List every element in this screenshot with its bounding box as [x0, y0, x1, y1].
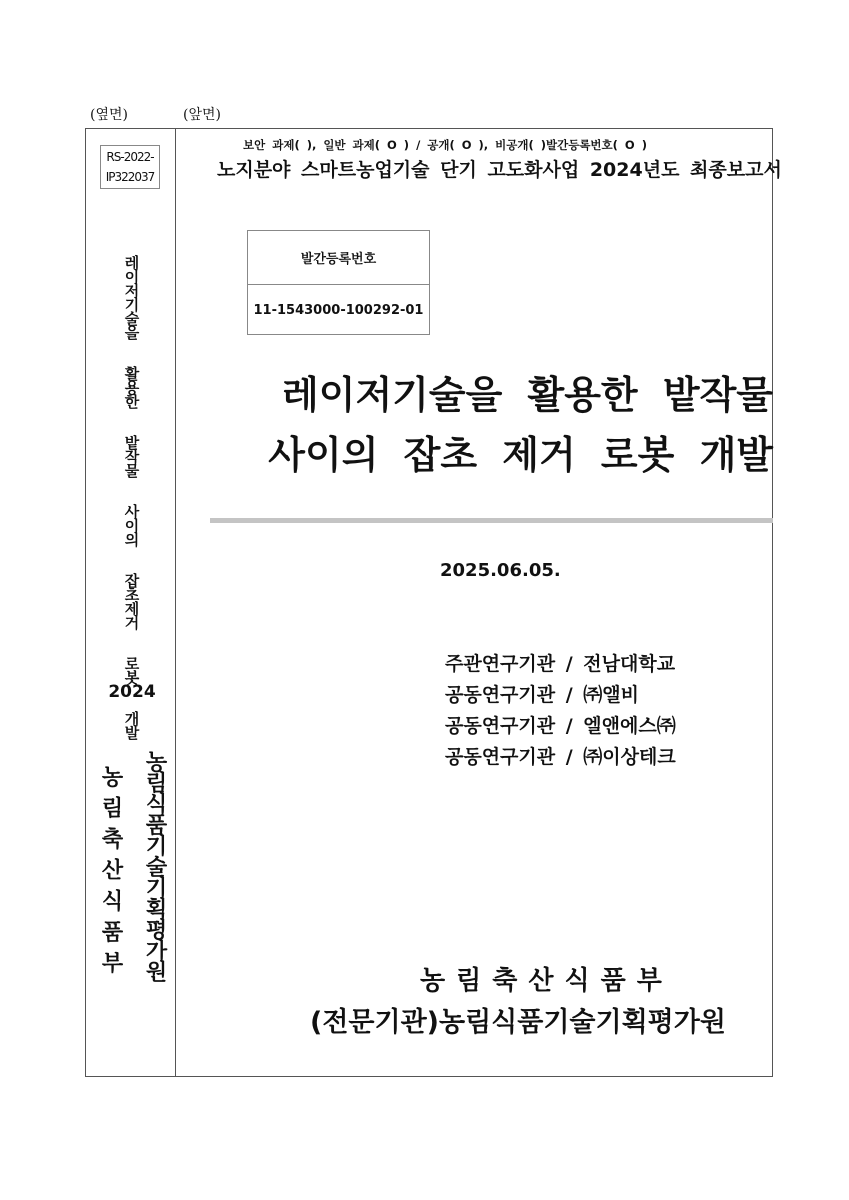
- institution-item: 공동연구기관 / 엘앤에스㈜: [445, 715, 676, 737]
- spine-ministry: 농림축산식품부: [98, 765, 123, 982]
- spine-title-word: 로봇: [122, 656, 141, 684]
- institution-item: 주관연구기관 / 전남대학교: [445, 653, 676, 675]
- institution-item: 공동연구기관 / ㈜앨비: [445, 684, 640, 706]
- spine-title-word: 밭작물: [122, 435, 141, 477]
- report-title-line1: 레이저기술을 활용한 밭작물: [282, 373, 773, 417]
- project-code-box: [100, 145, 160, 189]
- program-name: 노지분야 스마트농업기술 단기 고도화사업 2024년도 최종보고서: [217, 159, 782, 181]
- institution-item: 공동연구기관 / ㈜이상테크: [445, 746, 676, 768]
- side-label: (옆면): [90, 107, 128, 123]
- registration-box: [247, 230, 430, 335]
- spine-title-word: 잡초제거: [122, 573, 141, 629]
- spine-agency: 농림식품기술기획평가원: [142, 750, 167, 981]
- spine-title-word: 활용한: [122, 366, 141, 408]
- project-code-line2: IP322037: [105, 170, 155, 184]
- security-classification: 보안 과제( ), 일반 과제( O ) / 공개( O ), 비공개( )발간등록번호( O ): [243, 138, 647, 152]
- spine-title-word: 레이저기술을: [122, 255, 141, 339]
- project-code-line1: RS-2022-: [106, 150, 154, 164]
- spine-divider: [175, 128, 176, 1077]
- spine-year: 2024: [108, 682, 156, 702]
- registration-number: 11-1543000-100292-01: [253, 303, 424, 318]
- report-title-line2: 사이의 잡초 제거 로봇 개발: [268, 433, 773, 477]
- front-label: (앞면): [183, 107, 221, 123]
- title-divider: [210, 518, 773, 523]
- spine-title-word: 개발: [122, 711, 141, 739]
- agency-name: (전문기관)농림식품기술기획평가원: [310, 1007, 726, 1038]
- report-date: 2025.06.05.: [440, 560, 561, 581]
- ministry-name: 농림축산식품부: [420, 966, 673, 996]
- spine-title-word: 사이의: [122, 504, 141, 546]
- registration-label: 발간등록번호: [248, 231, 429, 285]
